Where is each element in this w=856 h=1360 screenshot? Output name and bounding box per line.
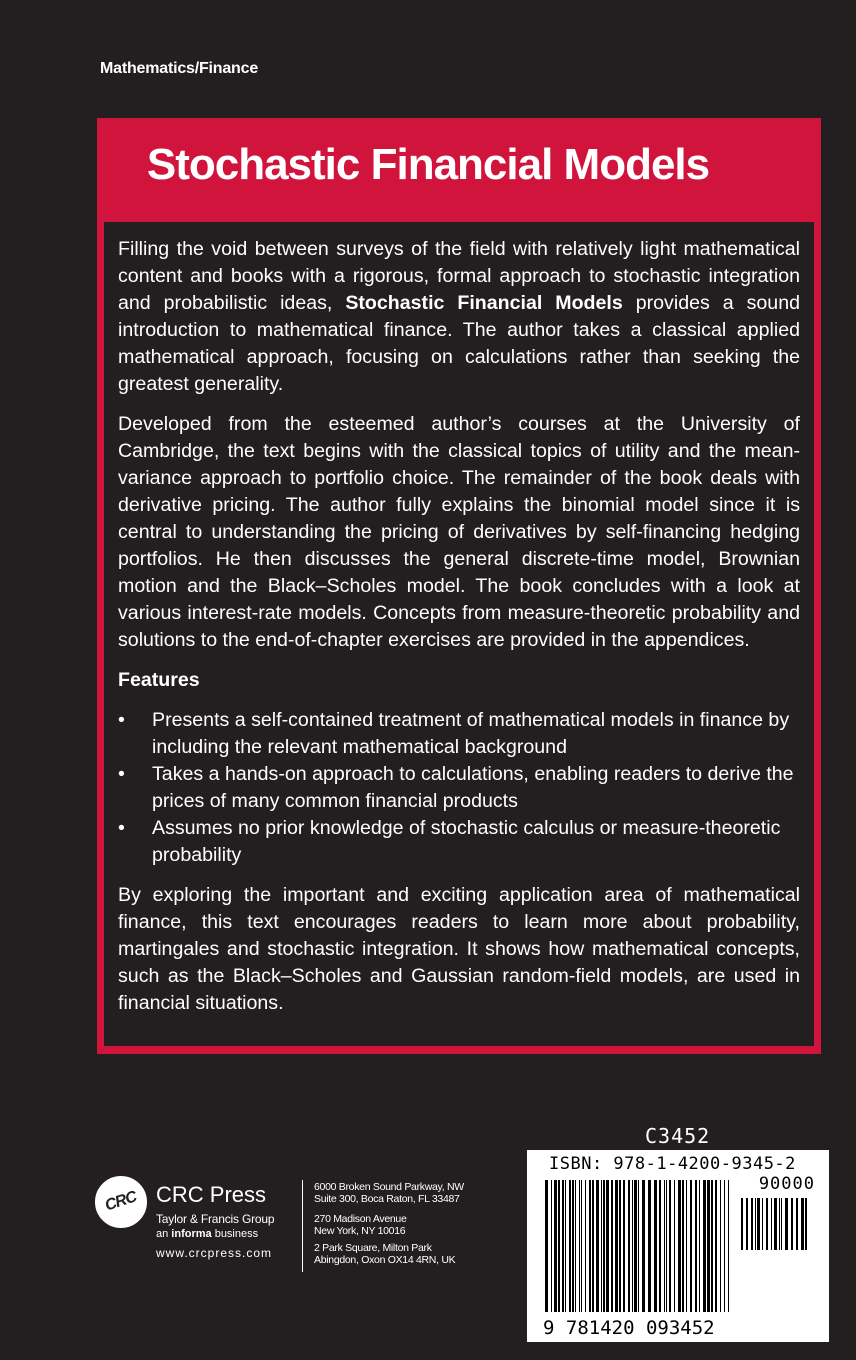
price-code: 90000	[758, 1174, 815, 1194]
price-bars-icon	[739, 1198, 811, 1250]
address-divider	[302, 1180, 303, 1272]
closing-paragraph: By exploring the important and exciting application area of mathematical finance, this text encourages readers to learn more about probability, martingales and stochastic integration. It shows how mathematical concepts, such as the Black–Scholes and Gaussian random-field models, are used in financial situations.	[118, 884, 800, 1014]
book-title: Stochastic Financial Models	[146, 140, 710, 189]
bullet-icon: •	[118, 817, 125, 839]
category-label: Mathematics/Finance	[100, 60, 259, 77]
ean-number: 9 781420 093452	[543, 1317, 715, 1338]
address-block: 6000 Broken Sound Parkway, NW Suite 300, Boca Raton, FL 33487	[314, 1181, 464, 1205]
description-panel	[104, 222, 814, 1046]
informa-tagline: an informa business	[156, 1228, 259, 1240]
intro-paragraph: Filling the void between surveys of the field with relatively light mathematical content and books with a rigorous, formal approach to stochastic integration and probabilistic ideas, Stochastic Financial Models provides a sound introduction to mathematical finance. The author takes a classical applied mathematical approach, focusing on calculations rather than seeking the greatest generality.	[118, 238, 800, 395]
feature-item: • Assumes no prior knowledge of stochastic calculus or measure-theoretic probability	[118, 817, 781, 866]
crc-logo-icon: CRC	[95, 1176, 147, 1228]
description-paragraph: Developed from the esteemed author’s courses at the University of Cambridge, the text begins with the classical topics of utility and the mean-variance approach to portfolio choice. The remainder of the book deals with derivative pricing. The author fully explains the binomial model since it is central to understanding the pricing of derivatives by self-financing hedging portfolios. He then discusses the general discrete-time model, Brownian motion and the Black–Scholes model. The book concludes with a look at various interest-rate models. Concepts from measure-theoretic probability and solutions to the end-of-chapter exercises are provided in the appendices.	[118, 413, 800, 651]
feature-item: • Presents a self-contained treatment of mathematical models in finance by including the relevant mathematical background	[118, 709, 790, 758]
features-heading: Features	[118, 669, 200, 691]
intro-bold-title: Stochastic Financial Models	[345, 292, 623, 314]
bullet-icon: •	[118, 709, 125, 731]
features-list	[118, 707, 800, 869]
address-block: 270 Madison Avenue New York, NY 10016	[314, 1213, 407, 1237]
product-code: C3452	[645, 1124, 711, 1148]
isbn-label: ISBN: 978-1-4200-9345-2	[549, 1154, 796, 1174]
bullet-icon: •	[118, 763, 125, 785]
address-block: 2 Park Square, Milton Park Abingdon, Oxon OX14 4RN, UK	[314, 1242, 456, 1266]
feature-item: • Takes a hands-on approach to calculations, enabling readers to derive the prices of many common financial products	[118, 763, 794, 812]
publisher-name: CRC Press	[156, 1182, 267, 1207]
publisher-website: www.crcpress.com	[156, 1246, 273, 1260]
back-cover-footer	[0, 1070, 856, 1360]
publisher-group: Taylor & Francis Group	[156, 1212, 275, 1226]
isbn-barcode	[527, 1150, 829, 1342]
